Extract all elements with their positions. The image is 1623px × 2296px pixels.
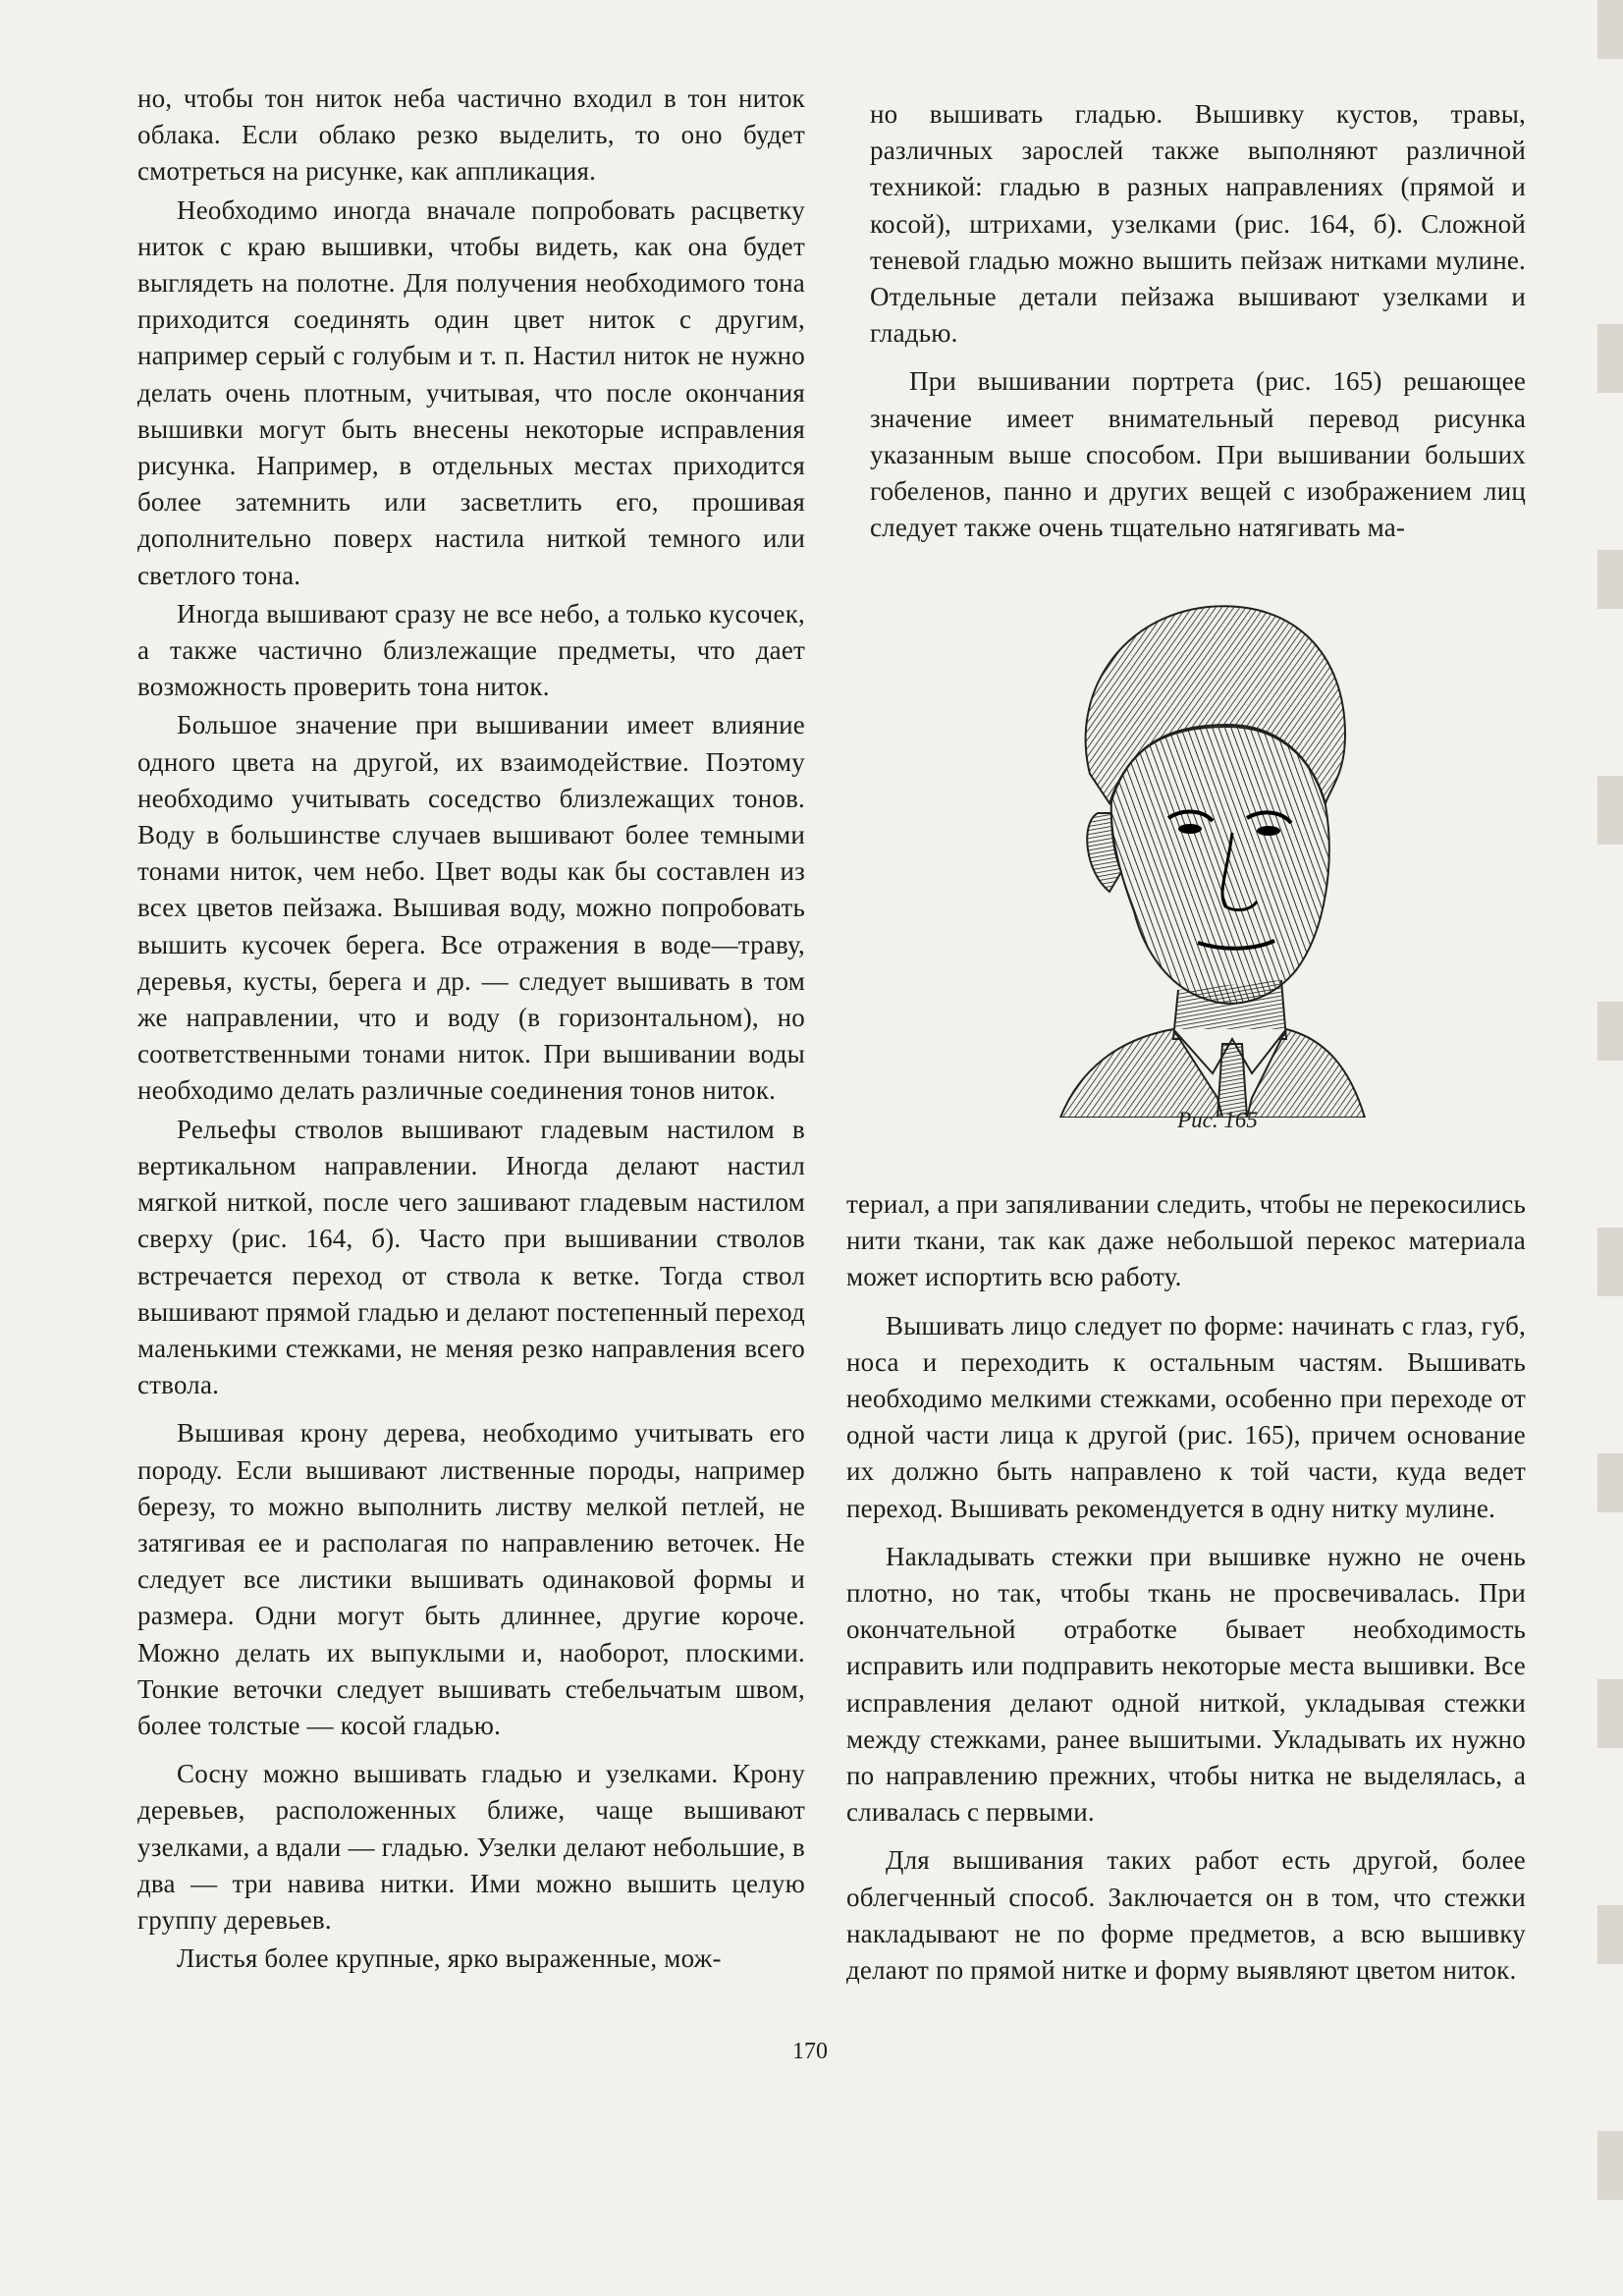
paragraph: При вышивании портрета (рис. 165) решающее значение имеет внимательный перевод рисунка указанным выше способом. При вышивании больших гобеленов, панно и других вещей с изображением лиц следует также очень тщательно натягивать ма- xyxy=(870,366,1526,543)
scan-edge-mark xyxy=(1597,0,1623,59)
scan-edge-mark xyxy=(1597,1905,1623,1964)
scan-edge-mark xyxy=(1597,1002,1623,1061)
right-column-bottom xyxy=(846,1186,1526,1989)
paragraph: Иногда вышивают сразу не все небо, а только кусочек, а также частично близлежащие предметы, что дает возможность проверить тона ниток. xyxy=(137,598,805,702)
left-column xyxy=(137,81,805,1977)
paragraph: Для вышивания таких работ есть другой, более облегченный способ. Заключается он в том, что стежки накладывают не по форме предметов, а всю вышивку делают по прямой нитке и форму выявляют цветом ниток. xyxy=(846,1845,1526,1986)
figure-caption: Рис. 165 xyxy=(1177,1108,1258,1132)
scan-edge-mark xyxy=(1597,1453,1623,1512)
paragraph: териал, а при запяливании следить, чтобы не перекосились нити ткани, так как даже небольшой перекос материала может испортить всю работу. xyxy=(846,1189,1526,1292)
scan-edge-mark xyxy=(1597,550,1623,609)
paragraph: Рельефы стволов вышивают гладевым настилом в вертикальном направлении. Иногда делают настил мягкой ниткой, после чего зашивают гладевым настилом сверху (рис. 164, б). Часто при вышивании стволов встречается переход от ствола к ветке. Тогда ствол вышивают прямой гладью и делают постепенный переход маленькими стежками, не меняя резко направления всего ствола. xyxy=(137,1114,805,1400)
page-number: 170 xyxy=(792,2039,828,2064)
scan-edge-mark xyxy=(1597,1679,1623,1748)
paragraph: Вышивать лицо следует по форме: начинать с глаз, губ, носа и переходить к остальным частям. Вышивать необходимо мелкими стежками, особенно при переходе от одной части лица к другой (рис. 165), причем основание их должно быть направлено к той части, куда ведет переход. Вышивать рекомендуется в одну нитку мулине. xyxy=(846,1310,1526,1523)
scan-edge-mark xyxy=(1597,2131,1623,2200)
paragraph: Листья более крупные, ярко выраженные, мож- xyxy=(177,1943,722,1974)
scan-edge-mark xyxy=(1597,324,1623,393)
paragraph: Вышивая крону дерева, необходимо учитывать его породу. Если вышивают лиственные породы, например березу, то можно выполнить листву мелкой петлей, не затягивая ее и располагая по направлению веточек. Не следует все листики вышивать одинаковой формы и размера. Одни могут быть длиннее, другие короче. Можно делать их выпуклыми и, наоборот, плоскими. Тонкие веточки следует вышивать стебельчатым швом, более толстые — косой гладью. xyxy=(137,1418,805,1740)
right-column-top xyxy=(870,96,1526,546)
scan-edge-mark xyxy=(1597,1228,1623,1296)
portrait-illustration xyxy=(1051,577,1375,1118)
paragraph: Накладывать стежки при вышивке нужно не очень плотно, но так, чтобы ткань не просвечивалась. При окончательной отработке бывает необходимость исправить или подправить некоторые места вышивки. Все исправления делают одной ниткой, укладывая стежки между стежками, ранее вышитыми. Укладывать их нужно по направлению прежних, чтобы нитка не выделялась, а сливалась с первыми. xyxy=(846,1541,1526,1828)
paragraph: но вышивать гладью. Вышивку кустов, травы, различных зарослей также выполняют различной техникой: гладью в разных направлениях (прямой и косой), штрихами, узелками (рис. 164, б). Сложной теневой гладью можно вышить пейзаж нитками мулине. Отдельные детали пейзажа вышивают узелками и гладью. xyxy=(870,99,1526,349)
paragraph: Необходимо иногда вначале попробовать расцветку ниток с краю вышивки, чтобы видеть, как она будет выглядеть на полотне. Для получения необходимого тона приходится соединять один цвет ниток с другим, например серый с голубым и т. п. Настил ниток не нужно делать очень плотным, учитывая, что после окончания вышивки могут быть внесены некоторые исправления рисунка. Например, в отдельных местах приходится более затемнить или засветлить его, прошивая дополнительно поверх настила ниткой темного или светлого тона. xyxy=(137,194,805,590)
paragraph: но, чтобы тон ниток неба частично входил в тон ниток облака. Если облако резко выделить, то оно будет смотреться на рисунке, как аппликация. xyxy=(137,83,805,187)
paragraph: Сосну можно вышивать гладью и узелками. Крону деревьев, расположенных ближе, чаще вышивают узелками, а вдали — гладью. Узелки делают небольшие, в два — три навива нитки. Ими можно вышить целую группу деревьев. xyxy=(137,1759,805,1935)
paragraph: Большое значение при вышивании имеет влияние одного цвета на другой, их взаимодействие. Поэтому необходимо учитывать соседство близлежащих тонов. Воду в большинстве случаев вышивают более темными тонами ниток, чем небо. Цвет воды как бы составлен из всех цветов пейзажа. Вышивая воду, можно попробовать вышить кусочек берега. Все отражения в воде—траву, деревья, кусты, берега и др. — следует вышивать в том же направлении, что и воду (в горизонтальном), но соответственными тонами ниток. При вышивании воды необходимо делать различные соединения тонов ниток. xyxy=(137,710,805,1106)
scan-edge-mark xyxy=(1597,776,1623,845)
